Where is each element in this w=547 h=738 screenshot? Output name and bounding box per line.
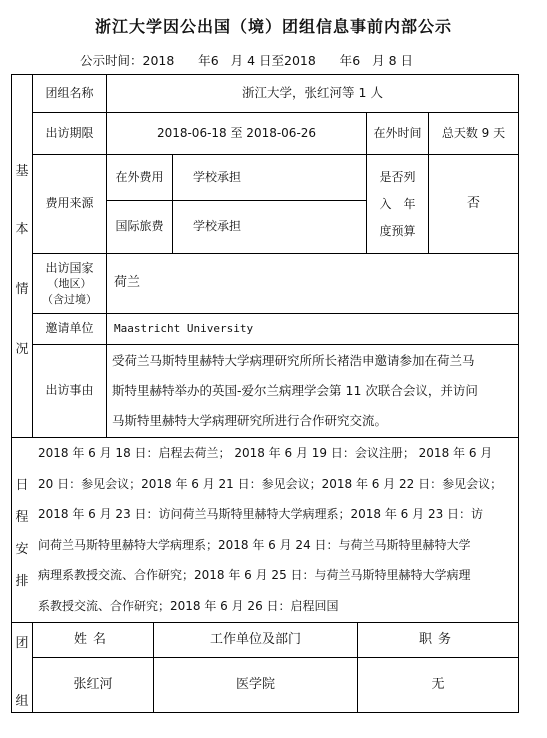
budget-question	[367, 155, 428, 253]
section-schedule-char-1: 日	[15, 478, 29, 493]
period-label: 出访期限	[45, 125, 94, 140]
country-label-line-1: 出访国家	[45, 260, 94, 275]
country-label	[33, 254, 106, 313]
member-unit: 医学院	[235, 676, 275, 692]
country-value: 荷兰	[114, 275, 141, 291]
schedule-text	[38, 438, 516, 621]
member-title: 无	[431, 676, 445, 692]
page-title: 浙江大学因公出国（境）团组信息事前内部公示	[94, 17, 452, 36]
country-label-line-3: （含过境）	[42, 292, 97, 306]
start-year-label: 年	[198, 53, 211, 68]
end-year: 2018	[284, 53, 316, 68]
budget-value: 否	[466, 195, 480, 211]
schedule-line-1: 2018 年 6 月 18 日：启程去荷兰； 2018 年 6 月 19 日：会议注册； 2018 年 6 月	[38, 446, 493, 460]
abroad-cost-value: 学校承担	[193, 169, 242, 184]
reason-label: 出访事由	[45, 383, 94, 398]
reason-line-3: 马斯特里赫特大学病理研究所进行合作研究交流。	[112, 413, 388, 428]
schedule-line-3: 2018 年 6 月 23 日：访问荷兰马斯特里赫特大学病理系；2018 年 6 月 23 日：访	[38, 507, 484, 521]
announcement-prefix: 公示时间：	[80, 53, 143, 68]
intl-travel-value: 学校承担	[193, 219, 242, 234]
period-value: 2018-06-18 至 2018-06-26	[156, 125, 317, 140]
section-schedule-char-4: 排	[15, 574, 29, 589]
start-month-label: 月	[230, 53, 244, 68]
section-group-char-2: 组	[15, 694, 29, 709]
invite-label: 邀请单位	[45, 321, 94, 336]
end-month-label: 月	[372, 53, 385, 68]
intl-travel-label: 国际旅费	[115, 219, 164, 234]
funding-label: 费用来源	[45, 196, 94, 211]
start-month: 6	[210, 53, 219, 68]
reason-text	[112, 346, 516, 436]
budget-question-line-1: 是否列	[379, 169, 416, 184]
member-header-unit: 工作单位及部门	[209, 631, 301, 647]
country-label-line-2: （地区）	[47, 276, 92, 290]
end-day-label: 日	[400, 53, 414, 68]
group-name-value: 浙江大学，张红河等 1 人	[242, 85, 383, 101]
end-year-label: 年	[339, 53, 353, 68]
start-day: 4	[247, 53, 256, 68]
section-schedule-char-3: 安	[15, 542, 29, 557]
reason-line-1: 受荷兰马斯特里赫特大学病理研究所所长褚浩申邀请参加在荷兰马	[112, 353, 475, 368]
end-month: 6	[352, 53, 361, 68]
section-basic-char-1: 基	[15, 164, 29, 179]
group-name-label: 团组名称	[45, 85, 94, 100]
start-year: 2018	[142, 53, 175, 68]
to-label: 日至	[259, 53, 285, 68]
member-name: 张红河	[73, 676, 113, 692]
section-group-char-1: 团	[15, 636, 29, 651]
budget-question-line-3: 度预算	[379, 223, 416, 238]
stay-value: 总天数 9 天	[441, 125, 506, 140]
abroad-cost-label: 在外费用	[115, 169, 164, 184]
section-basic-char-4: 况	[15, 342, 29, 357]
section-basic-char-3: 情	[15, 282, 29, 297]
schedule-line-5: 病理系教授交流、合作研究；2018 年 6 月 25 日：与荷兰马斯特里赫特大学病理	[38, 568, 471, 582]
budget-question-line-2: 入 年	[379, 196, 416, 211]
stay-label: 在外时间	[373, 125, 422, 140]
schedule-line-6: 系教授交流、合作研究；2018 年 6 月 26 日：启程回国	[38, 598, 339, 613]
member-header-name: 姓名	[73, 631, 112, 647]
section-schedule-char-2: 程	[15, 510, 29, 525]
section-basic-char-2: 本	[15, 222, 29, 237]
reason-line-2: 斯特里赫特举办的英国-爱尔兰病理学会第 11 次联合会议，并访问	[112, 383, 478, 398]
end-day: 8	[388, 53, 397, 68]
schedule-line-4: 问荷兰马斯特里赫特大学病理系；2018 年 6 月 24 日：与荷兰马斯特里赫特大学	[38, 537, 471, 552]
invite-value: Maastricht University	[114, 321, 254, 335]
schedule-line-2: 20 日：参见会议；2018 年 6 月 21 日：参见会议；2018 年 6 月 22 日：参见会议；	[38, 476, 503, 491]
member-header-title: 职务	[418, 631, 457, 647]
